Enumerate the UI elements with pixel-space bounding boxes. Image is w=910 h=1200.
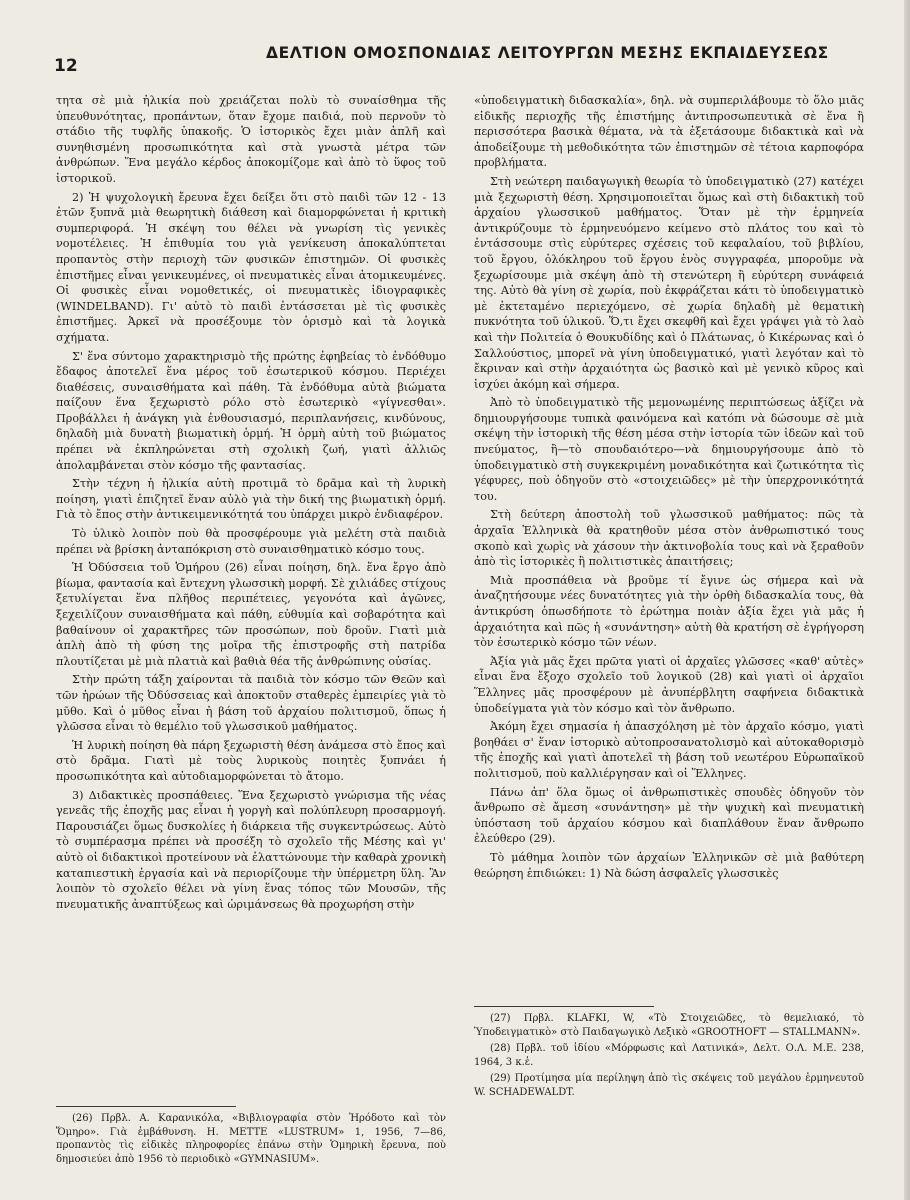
footnote-rule (474, 1006, 654, 1007)
paragraph: 2) Ἡ ψυχολογικὴ ἔρευνα ἔχει δείξει ὅτι στὸ παιδὶ τῶν 12 - 13 ἐτῶν ξυπνᾶ μιὰ θεωρητικὴ διάθεση καὶ διαμορφώνεται ἡ κριτικὴ συμπεριφορά. Ἡ σκέψη του θέλει νὰ γνωρίση τὶς γενικὲς νομοτέλειες. Ἡ ἐπιθυμία του γιὰ γενίκευση ἀποκαλύπτεται προπαντὸς στὴν περιοχὴ τῶν φυσικῶν ἐπιστημῶν. Οἱ φυσικὲς ἐπιστῆμες εἶναι γενικευμένες, οἱ πνευματικὲς εἶναι ἀτομικευμένες. Οἱ φυσικὲς εἶναι νομοθετικές, οἱ πνευματικὲς ἰδιογραφικὲς (WINDELBAND). Γι' αὐτὸ τὸ παιδὶ ἐντάσσεται μὲ τὶς φυσικὲς ἐπιστῆμες. Ἀρκεῖ νὰ προσέξουμε τὸν ὁρισμὸ καὶ τὰ λογικὰ σχήματα. (56, 190, 446, 344)
paragraph: Ἀξία γιὰ μᾶς ἔχει πρῶτα γιατὶ οἱ ἀρχαῖες γλῶσσες «καθ' αὐτὲς» εἶναι ἕνα ἔξοχο σχολεῖο τοῦ λογικοῦ (28) καὶ γιατὶ οἱ ἀρχαῖοι Ἕλληνες μᾶς προσφέρουν μὲ ἀνυπέρβλητη σαφήνεια διδακτικὰ ὑποδείγματα γιὰ τὸν κόσμο καὶ τὸν ἄνθρωπο. (474, 654, 864, 715)
footnote: (28) Πρβλ. τοῦ ἰδίου «Μόρφωσις καὶ Λατινικά», Δελτ. Ο.Λ. Μ.Ε. 238, 1964, 3 κ.ἑ. (474, 1043, 864, 1068)
footnotes-left (56, 1096, 446, 1169)
scan-edge-shadow (904, 0, 910, 1200)
paragraph: Σ' ἕνα σύντομο χαρακτηρισμὸ τῆς πρώτης ἐφηβείας τὸ ἐνδόθυμο ἔδαφος ἀποτελεῖ ἕνα μέρος τοῦ ἐσωτερικοῦ κόσμου. Περιέχει διαθέσεις, συναισθήματα καὶ πάθη. Τὰ ἐνδόθυμα αὐτὰ βιώματα παίζουν ἕνα ξεχωριστὸ ρόλο στὸ ἐσωτερικὸ «γίγνεσθαι». Προβάλλει ἡ ἀνάγκη γιὰ ἐνθουσιασμό, περιπλανήσεις, κινδύνους, δηλαδὴ μιὰ δυνατὴ βιωματικὴ ὁρμή. Ἡ ὁρμὴ αὐτὴ τοῦ βιώματος πρέπει νὰ ἐκπληρώνεται στὴ σχολικὴ ζωή, γιατὶ ἀλλιῶς ἀπολαμβάνεται στὸν κόσμο τῆς φαντασίας. (56, 349, 446, 472)
paragraph: Μιὰ προσπάθεια νὰ βροῦμε τί ἔγινε ὡς σήμερα καὶ νὰ ἀναζητήσουμε νέες δυνατότητες γιὰ τὴν ὀρθὴ διδασκαλία τους, θὰ ἀντικρύση ὁπωσδήποτε τὸ ἐρώτημα ποιὰν ἀξία ἔχει γιὰ μᾶς ἡ ἀρχαιότητα καὶ πῶς ἡ «συνάντηση» αὐτὴ θὰ κρατήση σὲ ἐγρήγορση τὸν ἐσωτερικὸ κόσμο τῶν νέων. (474, 573, 864, 650)
page-header (50, 40, 870, 76)
paragraph: 3) Διδακτικὲς προσπάθειες. Ἕνα ξεχωριστὸ γνώρισμα τῆς νέας γενεᾶς τῆς ἐποχῆς μας εἶναι ἡ γοργὴ καὶ πολύπλευρη προσαρμογή. Παρουσιάζει ὅμως δυσκολίες ἡ διάρκεια τῆς συγκεντρώσεως. Αὐτὸ τὸ συμπέρασμα πρέπει νὰ προσέξη τὸ σχολεῖο τῆς Μέσης καὶ γι' αὐτὸ οἱ διδακτικοὶ προτείνουν νὰ ἐλαττώνουμε τὴν καθαρὰ χρονικὴ καταπιεστικὴ ἐργασία καὶ νὰ περιορίζουμε τὴν ὑπέρμετρη ὕλη. Ἂν λοιπὸν τὸ σχολεῖο θέλει νὰ γίνη ἕνας τόπος τῶν Μουσῶν, τῆς πνευματικῆς ἀναπτύξεως καὶ ὡριμάνσεως θὰ προχωρήση στὴν (56, 788, 446, 911)
footnote-rule (56, 1106, 236, 1107)
paragraph: Στὴν πρώτη τάξη χαίρονται τὰ παιδιὰ τὸν κόσμο τῶν Θεῶν καὶ τῶν ἡρώων τῆς Ὀδύσσειας καὶ ἀποκτοῦν σταθερὲς ἐμπειρίες γιὰ τὸ μῦθο. Καὶ ὁ μῦθος εἶναι ἡ βάση τοῦ ἀρχαίου πολιτισμοῦ, ὅπως ἡ γλῶσσα εἶναι τὸ θεμέλιο τοῦ γλωσσικοῦ μαθήματος. (56, 673, 446, 734)
running-title: ΔΕΛΤΙΟΝ ΟΜΟΣΠΟΝΔΙΑΣ ΛΕΙΤΟΥΡΓΩΝ ΜΕΣΗΣ ΕΚΠΑΙΔΕΥΣΕΩΣ (266, 44, 829, 62)
paragraph: Ἀκόμη ἔχει σημασία ἡ ἀπασχόληση μὲ τὸν ἀρχαῖο κόσμο, γιατὶ βοηθάει σ' ἕναν ἱστορικὸ αὐτοπροσανατολισμὸ καὶ αὐτοκαθορισμὸ τῆς ἐποχῆς καὶ γιατὶ ἀποτελεῖ τὴ βάση τοῦ νεωτέρου Εὐρωπαϊκοῦ πολιτισμοῦ, ποὺ καλλιέργησαν καὶ οἱ Ἕλληνες. (474, 720, 864, 780)
paragraph: Στὴ νεώτερη παιδαγωγικὴ θεωρία τὸ ὑποδειγματικὸ (27) κατέχει μιὰ ξεχωριστὴ θέση. Χρησιμοποιεῖται ὅμως καὶ στὴ διδακτικὴ τοῦ ἀρχαίου γλωσσικοῦ μαθήματος. Ὅταν μὲ τὴν ἑρμηνεία ἀντικρύζουμε τὸ ἑρμηνευόμενο κείμενο στὸ πλάτος του καὶ τὸ ἐντάσσουμε στὶς εὐρύτερες σχέσεις τοῦ κεφαλαίου, τοῦ βιβλίου, τοῦ ἔργου, ὁλόκληρου τοῦ ἔργου ἑνὸς συγγραφέα, μποροῦμε νὰ ξεχωρίσουμε μιὰ σκέψη ἀπὸ τὴ στενώτερη ἢ εὐρύτερη συνάφειά της. Αὐτὸ θὰ γίνη σὲ χωρία, ποὺ ἐκφράζεται κάτι τὸ ὑποδειγματικὸ μὲ ἐκτεταμένο περιεχόμενο, σὲ χωρία δηλαδὴ μὲ θεματικὴ πυκνότητα τοῦ ὑλικοῦ. Ὅ,τι ἔχει σκεφθῆ καὶ ἔχει γράψει γιὰ τὸ λαὸ καὶ τὴν Πολιτεία ὁ Θουκυδίδης καὶ ὁ Πλάτωνας, ὁ Κικέρωνας καὶ ὁ Σαλλούστιος, μπορεῖ νὰ γίνη ὑποδειγματικό, γιατὶ λεγόταν καὶ τὸ ἔκριναν καὶ στὴν ἀρχαιότητα ὡς βασικὸ καὶ μὲ γενικὸ κῦρος καὶ ἰσχύει ἀκόμη καὶ σήμερα. (474, 174, 864, 391)
paragraph: Ἀπὸ τὸ ὑποδειγματικὸ τῆς μεμονωμένης περιπτώσεως ἀξίζει νὰ δημιουργήσουμε τυπικὰ φαινόμενα καὶ κατόπι νὰ δώσουμε σὲ μιὰ σκέψη τὴν ἱστορικὴ τῆς θέση μέσα στὴν ἱστορία τῶν ἰδεῶν καὶ τοῦ πνεύματος, ἢ—τὸ σπουδαιότερο—νὰ δημιουργήσουμε ἀπὸ τὸ ὑποδειγματικὸ στὴ συγκεκριμένη μοναδικότητα καὶ ζωτικότητα τὶς γέφυρες, ποὺ ὁδηγοῦν στὸ «στοιχειῶδες» μὲ τὴν ὑπερχρονικότητά του. (474, 396, 864, 503)
paragraph: τητα σὲ μιὰ ἡλικία ποὺ χρειάζεται πολὺ τὸ συναίσθημα τῆς ὑπευθυνότητας, προπάντων, ὅταν ἔχομε παιδιά, ποὺ περνοῦν τὸ στάδιο τῆς τυφλῆς ὑπακοῆς. Ὁ ἱστορικὸς ἔχει μιὰν ἁπλῆ καὶ συνηθισμένη προσωπικότητα καὶ στὰ γνωστὰ μέτρα τῶν ἀνθρώπων. Ἕνα μεγάλο κέρδος ἀποκομίζομε καὶ ἀπὸ τὸ ὕφος τοῦ ἱστορικοῦ. (56, 94, 446, 185)
paragraph: Στὴ δεύτερη ἀποστολὴ τοῦ γλωσσικοῦ μαθήματος: πῶς τὰ ἀρχαῖα Ἑλληνικὰ θὰ κρατηθοῦν μέσα στὸν ἀνθρωπιστικό τους σκοπὸ καὶ χωρὶς νὰ χάσουν τὴν ἀκτινοβολία τους καὶ νὰ ξεραθοῦν ἀπὸ τὶς ἱστορικὲς ἢ πολιτιστικὲς ἀπαιτήσεις; (474, 508, 864, 569)
paragraph: Ἡ λυρικὴ ποίηση θὰ πάρη ξεχωριστὴ θέση ἀνάμεσα στὸ ἔπος καὶ στὸ δρᾶμα. Γιατὶ μὲ τοὺς λυρικοὺς ποιητὲς ξυπνάει ἡ προσωπικότητα καὶ αὐτοδιαμορφώνεται τὸ ἄτομο. (56, 738, 446, 783)
right-column (474, 93, 864, 1098)
paragraph: Ἡ Ὀδύσσεια τοῦ Ὁμήρου (26) εἶναι ποίηση, δηλ. ἕνα ἔργο ἀπὸ βίωμα, φαντασία καὶ ἔντεχνη γλωσσικὴ μορφή. Σὲ χιλιάδες στίχους ξετυλίγεται ἕνα πλῆθος περιπέτειες, γεγονότα καὶ ἀγῶνες, ξεχειλίζουν συναισθήματα καὶ πάθη, εὐθυμία καὶ σοβαρότητα καὶ βαθαίνουν οἱ χαρακτῆρες τῶν προσώπων, ποὺ δροῦν. Γιατὶ μιὰ ἁπλὴ ἀπὸ τὴ φύση της μοῖρα τῆς ἐπιστροφῆς στὴ πατρίδα πλουτίζεται μὲ μιὰ πλατιὰ καὶ βαθιὰ θέα τῆς ἀνθρώπινης οὐσίας. (56, 561, 446, 668)
footnotes-right (474, 996, 864, 1103)
paragraph: Πάνω ἀπ' ὅλα ὅμως οἱ ἀνθρωπιστικὲς σπουδὲς ὁδηγοῦν τὸν ἄνθρωπο σὲ ἄμεση «συνάντηση» μὲ τὴν ψυχικὴ καὶ πνευματικὴ ὑπόσταση τοῦ ἀρχαίου κόσμου καὶ διαπλάθουν ἕναν ἄνθρωπο ἐλεύθερο (29). (474, 785, 864, 846)
footnote: (26) Πρβλ. Α. Καρανικόλα, «Βιβλιογραφία στὸν Ἡρόδοτο καὶ τὸν Ὅμηρο». Γιὰ ἐμβάθυνση. H. METTE «LUSTRUM» 1, 1956, 7—86, προπαντὸς τὶς εἰδικὲς πληροφορίες ἐπάνω στὴν Ὁμηρικὴ ἔρευνα, ποὺ δημοσιεύει ἀπὸ 1956 τὸ περιοδικὸ «GYMNASIUM». (56, 1113, 446, 1165)
paragraph: Τὸ μάθημα λοιπὸν τῶν ἀρχαίων Ἑλληνικῶν σὲ μιὰ βαθύτερη θεώρηση ἐπιδιώκει: 1) Νὰ δώση ἀσφαλεῖς γλωσσικὲς (474, 850, 864, 880)
paragraph: «ὑποδειγματικὴ διδασκαλία», δηλ. νὰ συμπεριλάβουμε τὸ ὅλο μιᾶς εἰδικῆς περιοχῆς τῆς ἐπιστήμης ἀντιπροσωπευτικὰ σὲ ἕνα ἢ περισσότερα βασικὰ θέματα, νὰ τὰ ἐξετάσουμε διδακτικὰ καὶ νὰ ἀποδείξουμε τὴ μεθοδικότητα τῶν ἐπιστημῶν σὲ τέτοια καρποφόρα προβλήματα. (474, 94, 864, 170)
footnote: (29) Προτίμησα μία περίληψη ἀπὸ τὶς σκέψεις τοῦ μεγάλου ἑρμηνευτοῦ W. SCHADEWALDT. (474, 1073, 864, 1098)
page-number: 12 (54, 56, 78, 76)
paragraph: Τὸ ὑλικὸ λοιπὸν ποὺ θὰ προσφέρουμε γιὰ μελέτη στὰ παιδιὰ πρέπει νὰ βρίσκη ἀνταπόκριση στὸ συναισθηματικὸ κόσμο τους. (56, 527, 446, 556)
paragraph: Στὴν τέχνη ἡ ἡλικία αὐτὴ προτιμᾶ τὸ δρᾶμα καὶ τὴ λυρικὴ ποίηση, γιατὶ ἐπιζητεῖ ἕναν αὐλὸ γιὰ τὴν δική της βιωματικὴ ὁρμή. Γιὰ τὸ ἔπος στὴν ἀντικειμενικότητά του ὑπάρχει μικρὸ ἐνδιαφέρον. (56, 477, 446, 522)
left-column (56, 93, 446, 1165)
footnote: (27) Πρβλ. KLAFKI, W, «Τὸ Στοιχειῶδες, τὸ θεμελιακό, τὸ Ὑποδειγματικὸ» στὸ Παιδαγωγικὸ Λεξικὸ «GROOTHOFT — STALLMANN». (474, 1013, 864, 1038)
